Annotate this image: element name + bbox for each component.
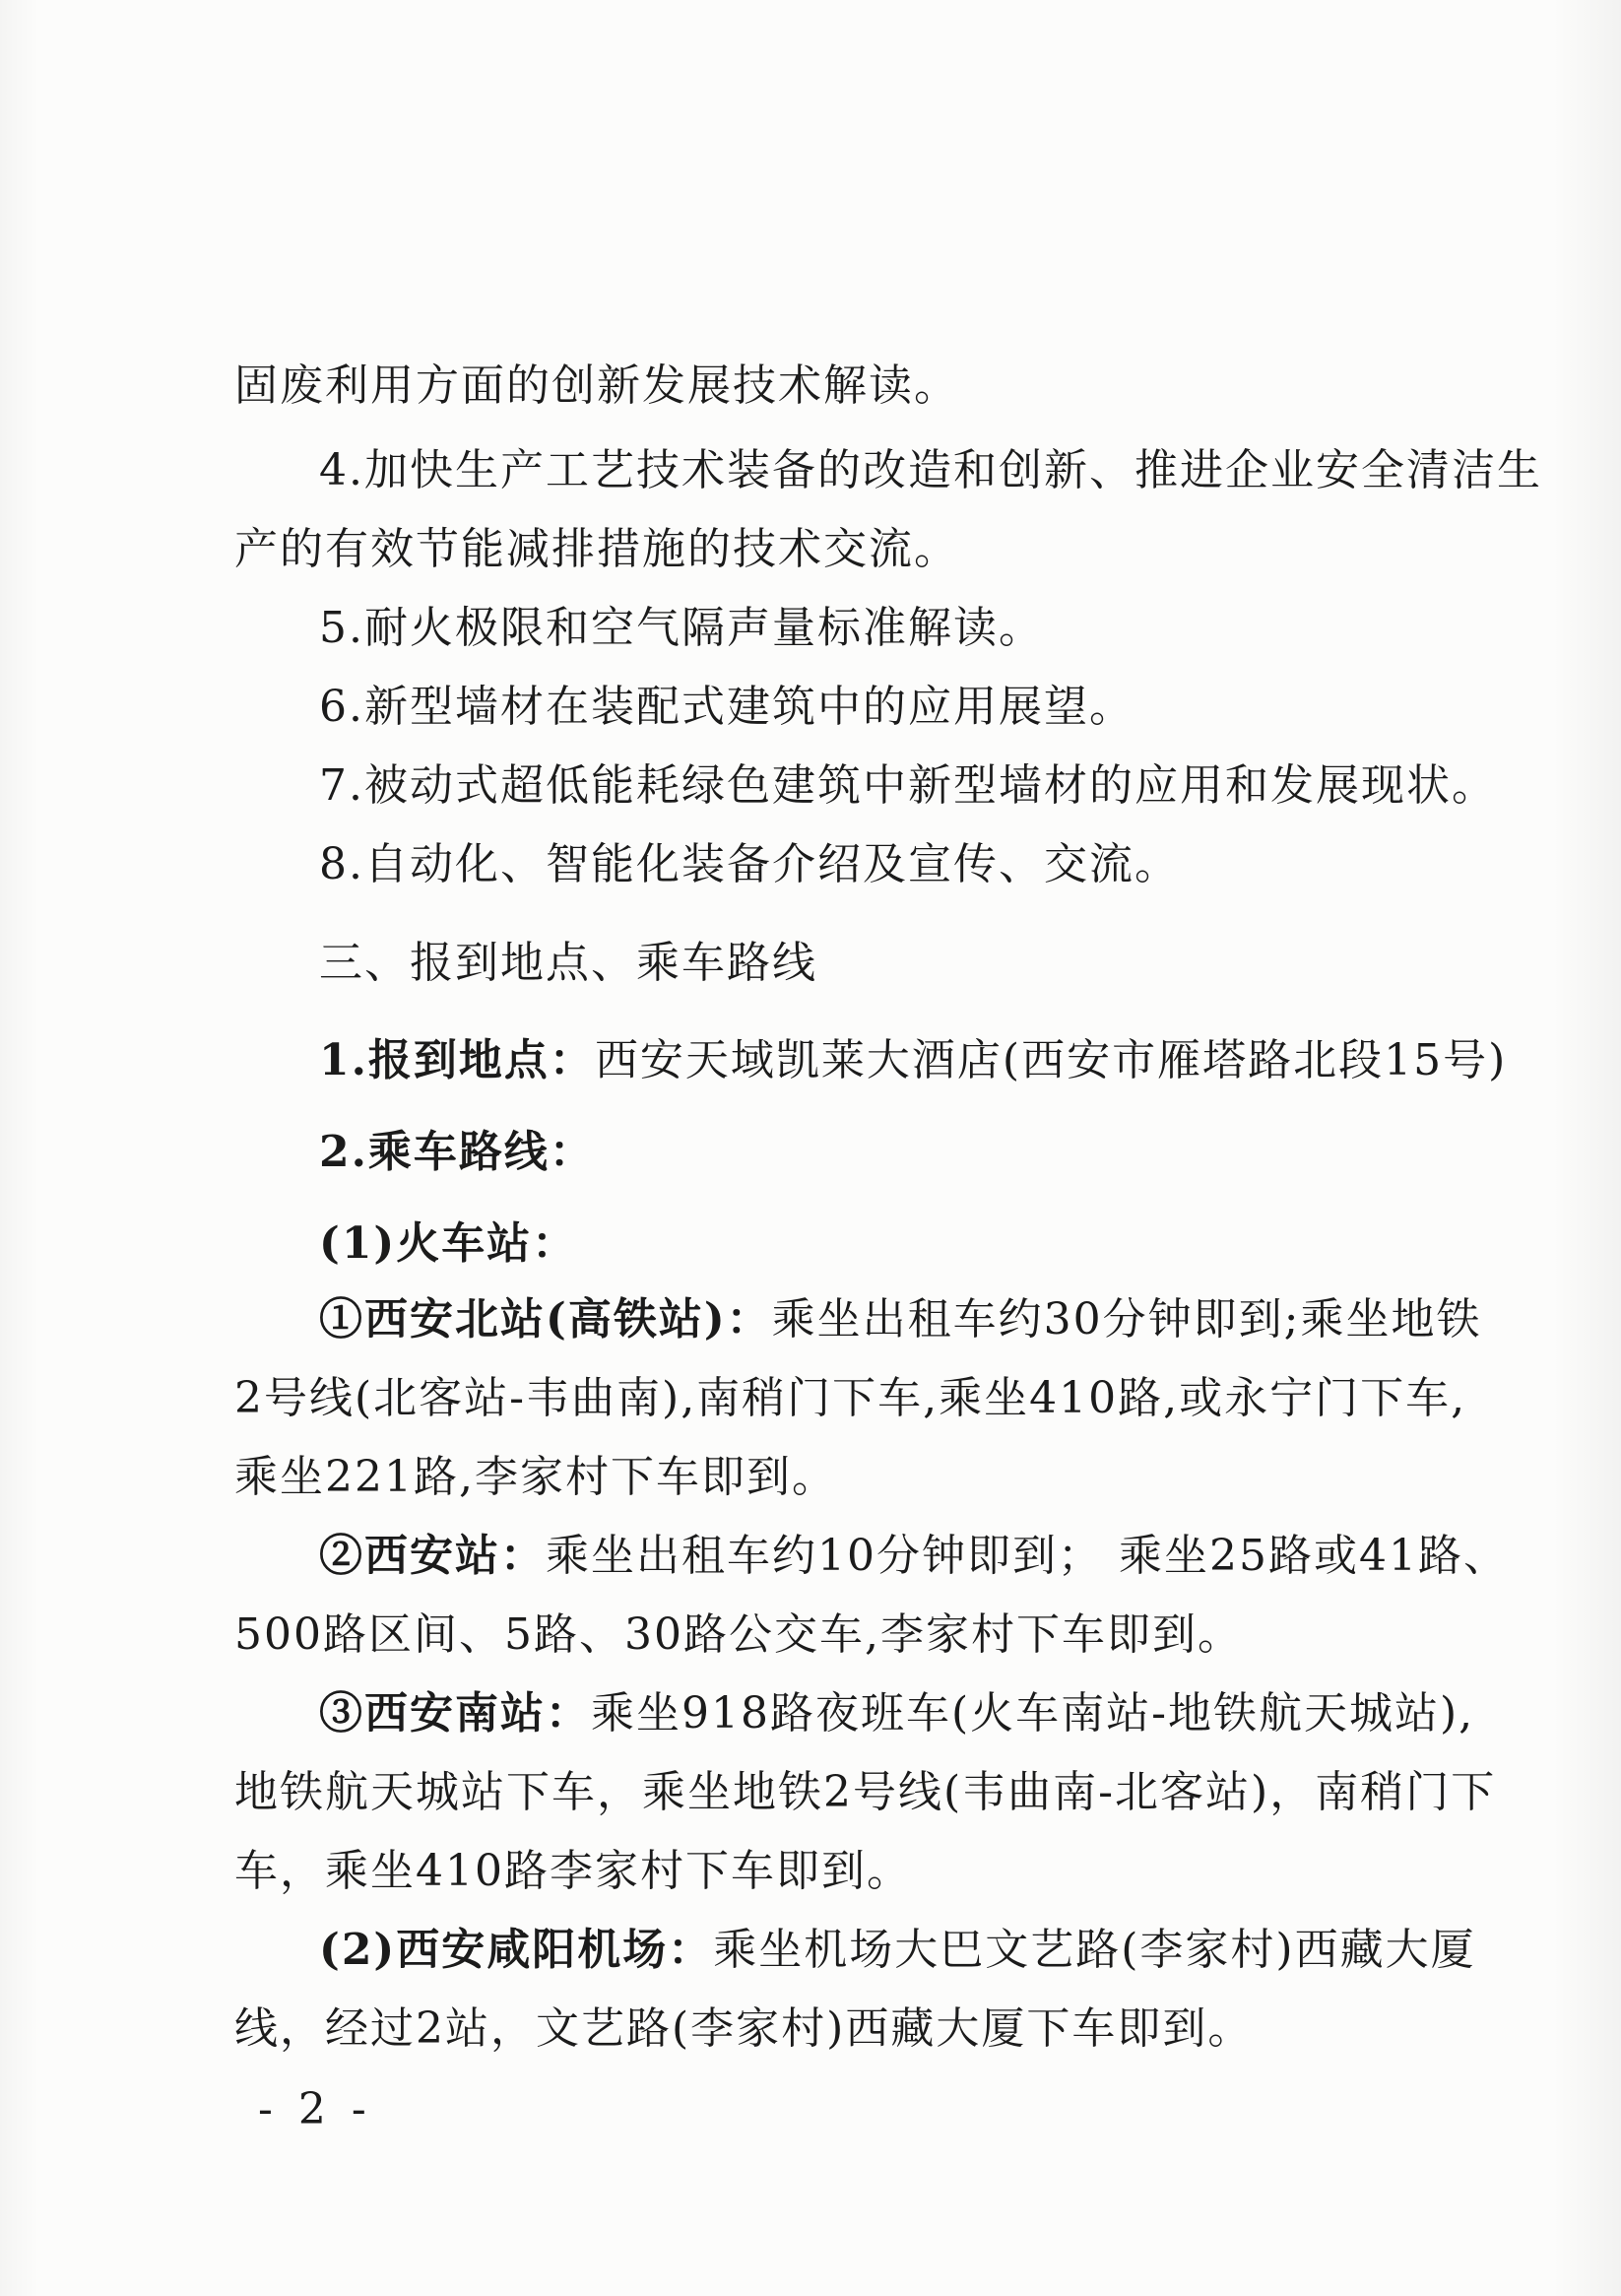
section-three-heading: 三、报到地点、乘车路线 — [319, 938, 817, 988]
scan-edge-left — [0, 0, 39, 2296]
north-station-line-1 — [319, 1290, 1481, 1349]
airport-text-1: 乘坐机场大巴文艺路(李家村)西藏大厦 — [713, 1925, 1476, 1975]
train-heading: (1)火车站： — [319, 1218, 578, 1269]
item-4-line-2: 产的有效节能减排措施的技术交流。 — [234, 524, 959, 574]
south-station-line-1 — [319, 1684, 1474, 1743]
airport-label: (2)西安咸阳机场： — [319, 1925, 714, 1975]
item-8: 8.自动化、智能化装备介绍及宣传、交流。 — [319, 839, 1180, 889]
xian-station-line-2: 500路区间、5路、30路公交车,李家村下车即到。 — [234, 1609, 1243, 1660]
scan-edge-right — [1552, 0, 1621, 2296]
south-station-text-1: 乘坐918路夜班车(火车南站-地铁航天城站), — [591, 1688, 1475, 1738]
xian-station-text-1: 乘坐出租车约10分钟即到； 乘坐25路或41路、 — [546, 1531, 1509, 1581]
item-6: 6.新型墙材在装配式建筑中的应用展望。 — [319, 682, 1135, 732]
south-station-label: ③西安南站： — [319, 1688, 591, 1738]
route-heading: 2.乘车路线： — [319, 1127, 595, 1177]
venue-line — [319, 1031, 1507, 1090]
text-line-1: 固废利用方面的创新发展技术解读。 — [234, 361, 959, 411]
venue-label: 1.报到地点： — [319, 1035, 595, 1085]
north-station-label: ①西安北站(高铁站)： — [319, 1294, 772, 1345]
airport-line-1 — [319, 1921, 1476, 1980]
south-station-line-2: 地铁航天城站下车，乘坐地铁2号线(韦曲南-北客站)，南稍门下 — [234, 1767, 1497, 1817]
airport-line-2: 线，经过2站，文艺路(李家村)西藏大厦下车即到。 — [234, 2003, 1254, 2054]
item-7: 7.被动式超低能耗绿色建筑中新型墙材的应用和发展现状。 — [319, 760, 1497, 811]
item-5: 5.耐火极限和空气隔声量标准解读。 — [319, 603, 1044, 653]
south-station-line-3: 车，乘坐410路李家村下车即到。 — [234, 1846, 912, 1896]
xian-station-label: ②西安站： — [319, 1531, 546, 1581]
north-station-text-1: 乘坐出租车约30分钟即到;乘坐地铁 — [771, 1294, 1482, 1345]
page-number: - 2 - — [258, 2084, 372, 2134]
venue-text: 西安天域凯莱大酒店(西安市雁塔路北段15号) — [594, 1035, 1508, 1085]
item-4-line-1: 4.加快生产工艺技术装备的改造和创新、推进企业安全清洁生 — [319, 445, 1542, 495]
xian-station-line-1 — [319, 1527, 1509, 1586]
north-station-line-3: 乘坐221路,李家村下车即到。 — [234, 1452, 837, 1502]
north-station-line-2: 2号线(北客站-韦曲南),南稍门下车,乘坐410路,或永宁门下车, — [234, 1373, 1467, 1423]
